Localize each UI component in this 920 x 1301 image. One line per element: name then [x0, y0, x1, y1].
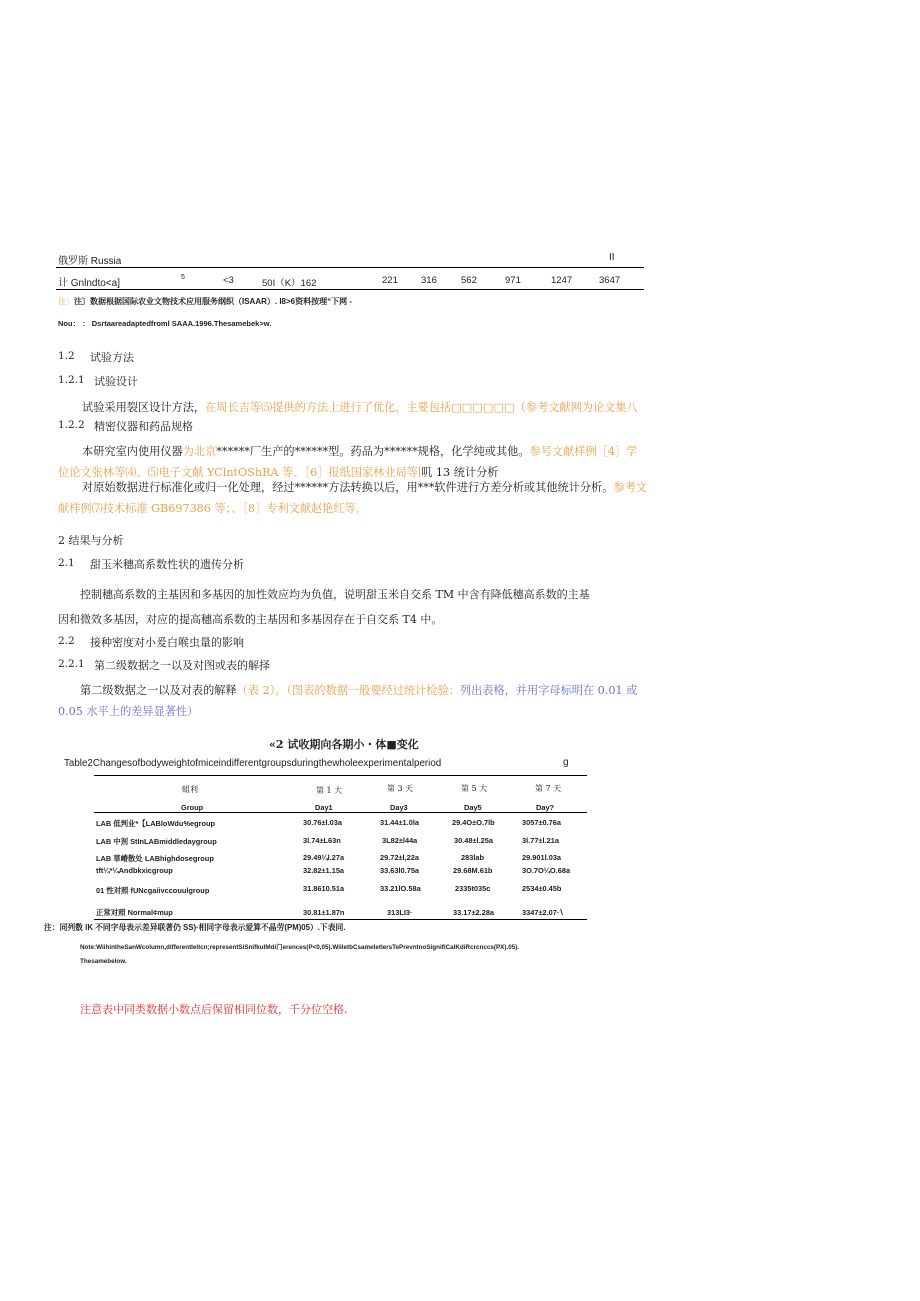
paragraph-design-reference: 在周长吉等⑸提供的方法上进行了优化，主要包括□□□□□□（参考文献网为论文集八 — [205, 401, 638, 414]
table2-top-rule — [94, 775, 587, 776]
total-value-3: 50I（K）162 — [262, 278, 317, 289]
second-level-orange: （表 2）。（图表的数据一般要经过统计检验： — [236, 684, 460, 697]
table2-header-day3-cn: 第 3 天 — [387, 784, 414, 793]
table-row: LAB 中剂 StInLABmiddledaygroup — [96, 837, 217, 846]
paragraph-genetic-line-1: 控制穗高系数的主基因和多基因的加性效应均为负值，说明甜玉米自交系 TM 中含有降低穗高系数的主基 — [80, 588, 590, 601]
paragraph-design — [82, 399, 638, 415]
table-row: 01 性对照 fUNcgaiivccouulgroup — [96, 886, 210, 895]
table2-header-group-en: Group — [181, 803, 204, 812]
table-cell-day7: 29.901l.03a — [522, 853, 562, 862]
top-table-note-en: Nou： ： Dsrtaareadaptedfroml SAAA.1996.Thesamebek>w. — [58, 319, 272, 328]
final-note: 注意表中同类数据小数点后保留相同位数，千分位空格. — [80, 1003, 348, 1016]
table-cell-day5: 29.68M.61b — [453, 866, 493, 875]
top-table-rule-2 — [56, 289, 644, 290]
paragraph-second-level — [58, 680, 652, 722]
table-cell-day7: 3057±0.76a — [522, 818, 561, 827]
table-cell-day5: 30.48±l.25a — [454, 836, 493, 845]
table-cell-day3: 31.44±1.0la — [380, 818, 419, 827]
table2-header-day1-cn: 第 1 大 — [316, 786, 343, 795]
total-value-6: 562 — [461, 275, 477, 286]
table2-header-day3-en: Day3 — [390, 803, 408, 812]
section-2-1-number: 2.1 — [58, 557, 75, 569]
table2-header-day7-cn: 第 7 天 — [535, 784, 562, 793]
table-cell-day5: 2335t035c — [455, 884, 491, 893]
paragraph-statistics — [58, 477, 648, 519]
table2-header-day7-en: Day? — [536, 803, 555, 812]
table2-header-day5-cn: 第 5 大 — [461, 784, 488, 793]
table-row: tft¼*¼Andbkxicgroup — [96, 866, 173, 875]
total-value-7: 971 — [505, 275, 521, 286]
section-2-2-1-title: 第二级数据之一以及对图或表的解择 — [94, 659, 270, 672]
table-cell-day1: 32.82±1.15a — [303, 866, 345, 875]
table-cell-day7: 2534±0.45b — [522, 884, 562, 893]
table2-header-group-cn: 蛆利 — [182, 785, 198, 794]
table-row: LAB 䓍嵴散处 LABhighdosegroup — [96, 854, 214, 863]
table2-header-day1-en: Day1 — [315, 803, 333, 812]
table-cell-day1: 3l.74±L63n — [303, 836, 341, 845]
table2-unit: g — [563, 757, 569, 768]
section-2-2-1-number: 2.2.1 — [58, 658, 85, 670]
section-1-2-number: 1.2 — [58, 350, 75, 362]
table-cell-day7: 3l.77±l.21a — [522, 836, 559, 845]
table-cell-day3: 33.21lO.58a — [380, 884, 421, 893]
paragraph-genetic-line-2: 因和微效多基因，对应的提高穗高系数的主基因和多基因存在于自交系 T4 中。 — [58, 613, 443, 626]
table2-header-day5-en: Day5 — [464, 803, 482, 812]
top-table-note-cn: 注〕注〕数据根据国际农业文物技术应用服务纲织（ISAAR）. I8>6资料按理“下网 - — [58, 297, 353, 306]
total-value-1: 5 — [181, 274, 185, 281]
table-cell-day7: 3O.7O¼O.68a — [522, 866, 571, 875]
table-row: 正常对照 Normal¢mup — [96, 908, 173, 917]
stat-text: 对原始数据进行标准化或归一化处理，经过******方法转换以后，用***软件进行方差分析或其他统计分析。 — [82, 481, 614, 494]
table2-title-cn: «2 试收期向各期小・体■变化 — [269, 738, 419, 751]
table-row: LAB 低判业*【LABloWdu%egroup — [96, 819, 216, 828]
section-1-2-1-title: 试验设计 — [94, 375, 138, 388]
total-value-9: 3647 — [599, 275, 621, 286]
russia-last-value: II — [609, 252, 615, 263]
table-cell-day3: 3L82±l44a — [382, 836, 418, 845]
table2-note-en-1: Note:WiihintheSanWcolumn,differentleltcn;representSiSnifkulMdi门erences(P<0,05).WiiletbCsameletlersTePrevntnoSignifiCalKdiRcrcnccs(PX).05). — [80, 944, 520, 951]
table-cell-day1: 31.8610.51a — [303, 884, 345, 893]
section-2-1-title: 甜玉米穗高系数性状的遗传分析 — [90, 558, 244, 571]
table-cell-day7: 3347±2.07∙∖ — [522, 908, 564, 917]
table2-title-en: Table2Changesofbodyweightofmiceindifferentgroupsduringthewholeexperimentalperiod — [64, 758, 442, 769]
section-2-title: 2 结果与分析 — [58, 534, 124, 547]
second-level-blue: 列出表格，并用字母标明在 0.01 或 0.05 水平上的差异显著性） — [58, 684, 638, 718]
instr-reference: 参号文献样例［4］学位论文张林等⑷、⑸电子文献 YClntOShRA 等、［6］报纸国家林业局等∣ — [58, 445, 638, 479]
table-cell-day5: 29.4O±O.7lb — [452, 818, 495, 827]
section-2-2-title: 接种密度对小爰白喉虫量的影响 — [90, 636, 244, 649]
section-1-2-2-number: 1.2.2 — [58, 419, 85, 431]
section-1-2-title: 试验方法 — [90, 351, 134, 364]
total-row-label: 计 Gnlndto<a] — [58, 278, 120, 289]
top-table-rule-1 — [56, 267, 644, 268]
second-level-text: 第二级数据之一以及对表的解释 — [80, 684, 237, 697]
section-1-2-2-title: 精密仪器和药品规格 — [94, 420, 193, 433]
section-2-2-number: 2.2 — [58, 635, 75, 647]
table2-header-rule — [94, 812, 587, 813]
table2-note-cn: 注：同列数 lK 不同字母表示差异联著仍 SS)·相同字母表示爱算不晶劳(PM)05）.下表同. — [44, 923, 346, 932]
top-table-note-cn-text: 注〕数据根据国际农业文物技术应用服务纲织（ISAAR）. I8>6资料按理“下网 - — [74, 297, 353, 306]
stat-reference: 参考文献样例⑺技术标准 GB697386 等；、［8］专利文献赵艳红等， — [58, 481, 647, 515]
table2-note-en-2: Thesamebelow. — [80, 958, 127, 965]
table-cell-day3: 313LI3· — [387, 908, 413, 917]
total-value-4: 221 — [382, 275, 398, 286]
russia-label: 俄罗斯 Russia — [58, 256, 122, 267]
table-cell-day3: 33.63l0.75a — [380, 866, 420, 875]
section-1-2-1-number: 1.2.1 — [58, 374, 85, 386]
instr-text-b: 为北京 — [182, 445, 217, 458]
table-cell-day1: 30.81±1.87n — [303, 908, 345, 917]
table2-bottom-rule — [94, 919, 587, 920]
paragraph-design-text: 试验采用裂区设计方法， — [82, 401, 206, 414]
table-cell-day1: 29.49¼l.27a — [303, 853, 345, 862]
table-cell-day5: 283lab — [461, 853, 485, 862]
instr-text-a: 本研究室内使用仪器 — [82, 445, 183, 458]
instr-text-c: ******厂生产的******型。药品为******规格，化学纯或其他。 — [216, 445, 530, 458]
total-value-2: <3 — [223, 275, 234, 286]
total-value-8: 1247 — [551, 275, 573, 286]
table-cell-day3: 29.72±l,22a — [380, 853, 419, 862]
table-cell-day1: 30.76±l.03a — [303, 818, 342, 827]
instr-text-e: 叽 13 统计分析 — [421, 466, 499, 479]
total-value-5: 316 — [421, 275, 437, 286]
table-cell-day5: 33.17±2.28a — [453, 908, 495, 917]
